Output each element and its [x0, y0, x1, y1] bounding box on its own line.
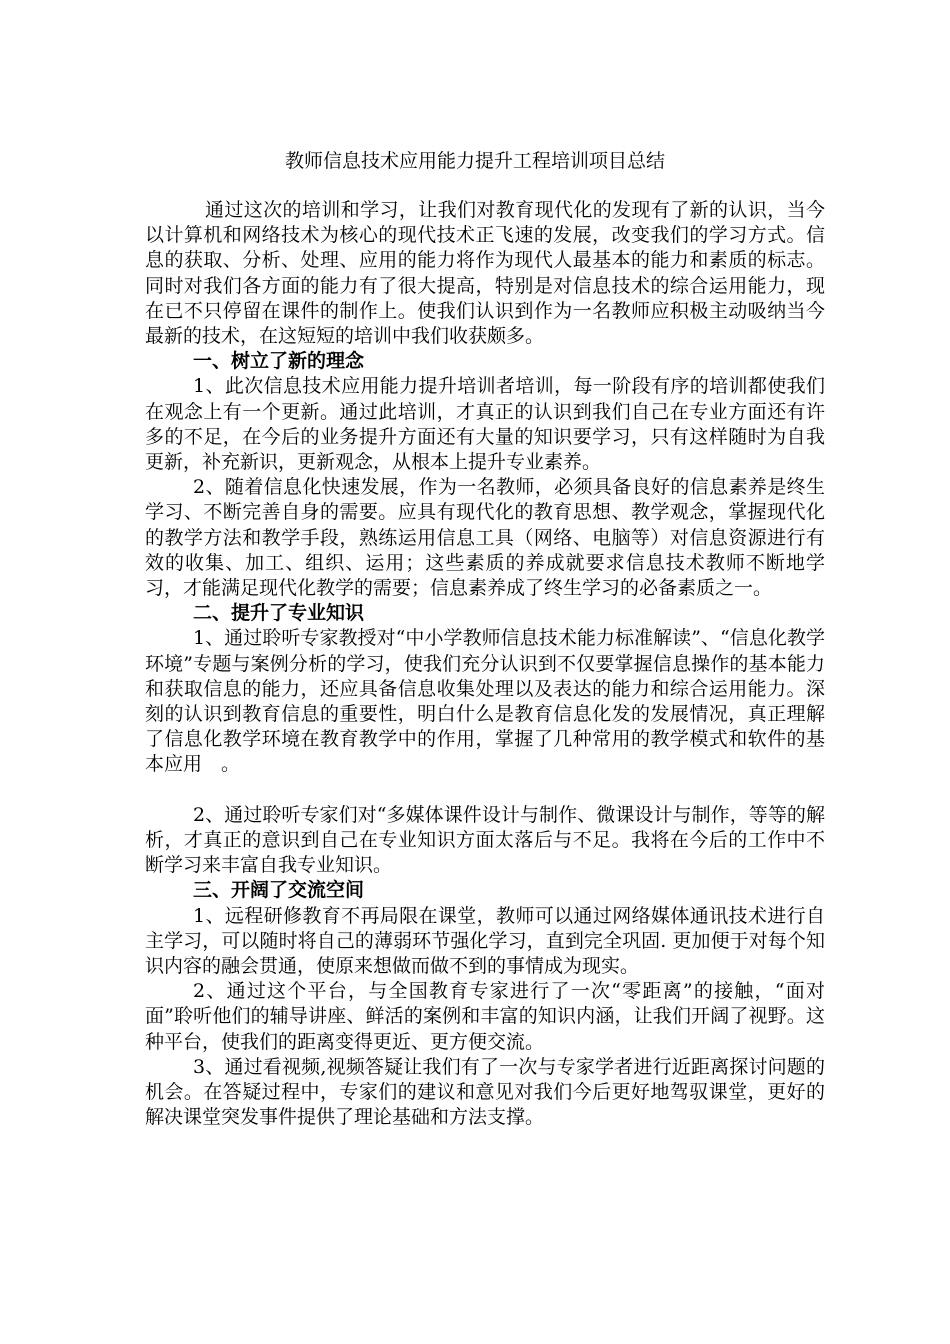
intro-paragraph: 通过这次的培训和学习，让我们对教育现代化的发现有了新的认识，当今以计算机和网络技术为核心的现代技术正飞速的发展，改变我们的学习方式。信息的获取、分析、处理、应用的能力将作为现代人最基本的能力和素质的标志。同时对我们各方面的能力有了很大提高，特别是对信息技术的综合运用能力，现在已不只停留在课件的制作上。使我们认识到作为一名教师应积极主动吸纳当今最新的技术，在这短短的培训中我们收获颇多。 [145, 199, 825, 348]
section-1-paragraph-1: 1、此次信息技术应用能力提升培训者培训，每一阶段有序的培训都使我们在观念上有一个更新。通过此培训，才真正的认识到我们自己在专业方面还有许多的不足，在今后的业务提升方面还有大量的知识要学习，只有这样随时为自我更新，补充新识，更新观念，从根本上提升专业素养。 [145, 375, 825, 474]
section-2-paragraph-2: 2、通过聆听专家们对“多媒体课件设计与制作、微课设计与制作，等等的解析，才真正的意识到自己在专业知识方面太落后与不足。我将在今后的工作中不断学习来丰富自我专业知识。 [145, 803, 825, 877]
document-title: 教师信息技术应用能力提升工程培训项目总结 [284, 150, 665, 172]
blank-line [145, 778, 825, 803]
section-heading-1: 一、树立了新的理念 [193, 350, 365, 373]
document-body [145, 198, 825, 1131]
section-1-paragraph-2: 2、随着信息化快速发展，作为一名教师，必须具备良好的信息素养是终生学习、不断完善自身的需要。应具有现代化的教育思想、教学观念，掌握现代化的教学方法和教学手段，熟练运用信息工具（网络、电脑等）对信息资源进行有效的收集、加工、组织、运用；这些素质的养成就要求信息技术教师不断地学习，才能满足现代化教学的需要；信息素养成了终生学习的必备素质之一。 [145, 476, 825, 600]
section-3-paragraph-1: 1、远程研修教育不再局限在课堂，教师可以通过网络媒体通讯技术进行自主学习，可以随时将自己的薄弱环节强化学习，直到完全巩固. 更加便于对每个知识内容的融会贯通，使原来想做而做不到的事情成为现实。 [145, 904, 825, 978]
section-heading-2: 二、提升了专业知识 [193, 602, 365, 625]
section-heading-3: 三、开阔了交流空间 [193, 879, 365, 902]
section-3-paragraph-2: 2、通过这个平台，与全国教育专家进行了一次“零距离”的接触，“面对面”聆听他们的辅导讲座、鲜活的案例和丰富的知识内涵，让我们开阔了视野。这种平台，使我们的距离变得更近、更方便交流。 [145, 980, 825, 1053]
section-2-paragraph-1: 1、通过聆听专家教授对“中小学教师信息技术能力标准解读”、“信息化教学环境”专题与案例分析的学习，使我们充分认识到不仅要掌握信息操作的基本能力和获取信息的能力，还应具备信息收集处理以及表达的能力和综合运用能力。深刻的认识到教育信息的重要性，明白什么是教育信息化发的发展情况，真正理解了信息化教学环境在教育教学中的作用，掌握了几种常用的教学模式和软件的基本应用 。 [145, 627, 825, 776]
section-3-paragraph-3: 3、通过看视频,视频答疑让我们有了一次与专家学者进行近距离探讨问题的机会。在答疑过程中，专家们的建议和意见对我们今后更好地驾驭课堂，更好的解决课堂突发事件提供了理论基础和方法支撑。 [145, 1055, 825, 1129]
